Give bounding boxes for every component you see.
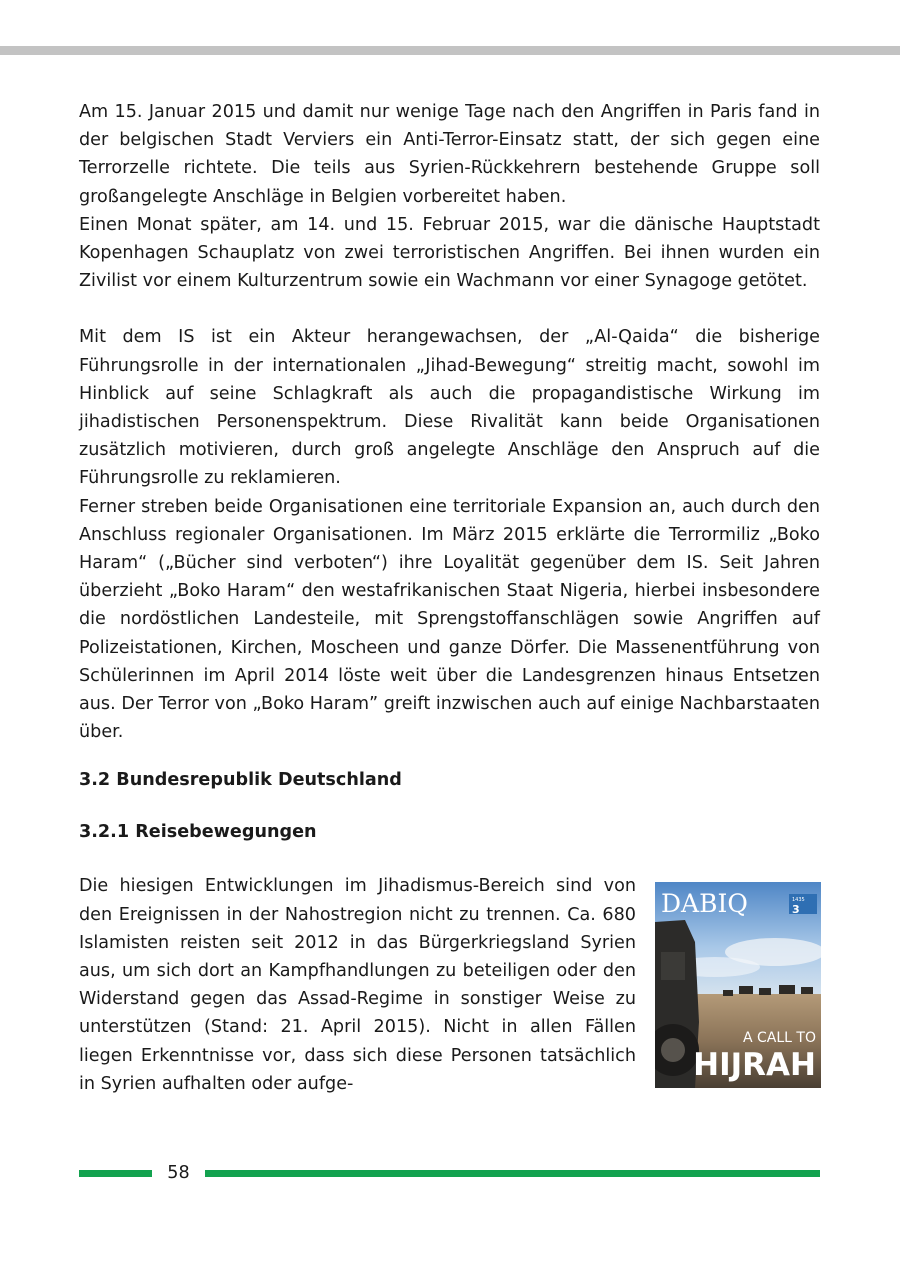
footer-rule-left [79, 1170, 152, 1177]
text-with-figure [79, 872, 820, 1098]
section-heading: 3.2 Bundesrepublik Deutschland [79, 770, 402, 791]
page-number: 58 [167, 1163, 190, 1183]
paragraph-copenhagen: Einen Monat später, am 14. und 15. Februar 2015, war die dänische Hauptstadt Kopenhagen Schauplatz von zwei terroristischen Angriffen. Bei ihnen wurden ein Zivilist vor einem Kulturzentrum sowie ein Wachmann vor einer Synagoge getötet. [79, 214, 820, 292]
footer-rule-right [205, 1170, 820, 1177]
cover-headline: HIJRAH [693, 1047, 816, 1084]
paragraph-verviers: Am 15. Januar 2015 und damit nur wenige Tage nach den Angriffen in Paris fand in der belgischen Stadt Verviers ein Anti-Terror-Einsatz statt, der sich gegen eine Terrorzelle richtete. Die teils aus Syrien-Rückkehrern bestehende Gruppe soll großangelegte Anschläge in Belgien vorbereitet haben. [79, 102, 820, 207]
paragraph-reisebewegungen: Die hiesigen Entwicklungen im Jihadismus-Bereich sind von den Ereignissen in der Nahostregion nicht zu trennen. Ca. 680 Islamisten reisten seit 2012 in das Bürgerkriegsland Syrien aus, um sich dort an Kampfhandlungen zu beteiligen oder den Widerstand gegen das Assad-Regime in sonstiger Weise zu unterstützen (Stand: 21. April 2015). Nicht in allen Fällen liegen Erkenntnisse vor, dass sich diese Personen tatsächlich in Syrien aufhalten oder aufge- [79, 876, 636, 1094]
magazine-cover-image [655, 882, 821, 1088]
page-body [79, 98, 820, 1098]
header-rule [0, 46, 900, 55]
subsection-heading: 3.2.1 Reisebewegungen [79, 822, 317, 843]
paragraph-expansion: Ferner streben beide Organisationen eine territoriale Expansion an, auch durch den Anschluss regionaler Organisationen. Im März 2015 erklärte die Terrormiliz „Boko Haram“ („Bücher sind verboten“) ihre Loyalität gegenüber dem IS. Seit Jahren überzieht „Boko Haram“ den westafrikanischen Staat Nigeria, hierbei insbesondere die nordöstlichen Landesteile, mit Sprengstoffanschlägen sowie Angriffen auf Polizeistationen, Kirchen, Moscheen und ganze Dörfer. Die Massenentführung von Schülerinnen im April 2014 löste weit über die Landesgrenzen hinaus Entsetzen aus. Der Terror von „Boko Haram” greift inzwischen auch auf einige Nachbarstaaten über. [79, 496, 820, 743]
cover-issue-number: 3 [792, 903, 800, 917]
paragraph-is-rivalry: Mit dem IS ist ein Akteur herangewachsen, der „Al-Qaida“ die bisherige Führungsrolle in der internationalen „Jihad-Bewegung“ streitig macht, sowohl im Hinblick auf seine Schlagkraft als auch die propagandistische Wirkung im jihadistischen Personenspektrum. Diese Rivalität kann beide Organisationen zusätzlich motivieren, durch groß angelegte Anschläge den Anspruch auf die Führungsrolle zu reklamieren. [79, 327, 820, 489]
cover-tagline: A CALL TO [742, 1030, 816, 1047]
cover-masthead: DABIQ [661, 889, 748, 919]
cover-issue-year: 1435 [792, 897, 805, 904]
